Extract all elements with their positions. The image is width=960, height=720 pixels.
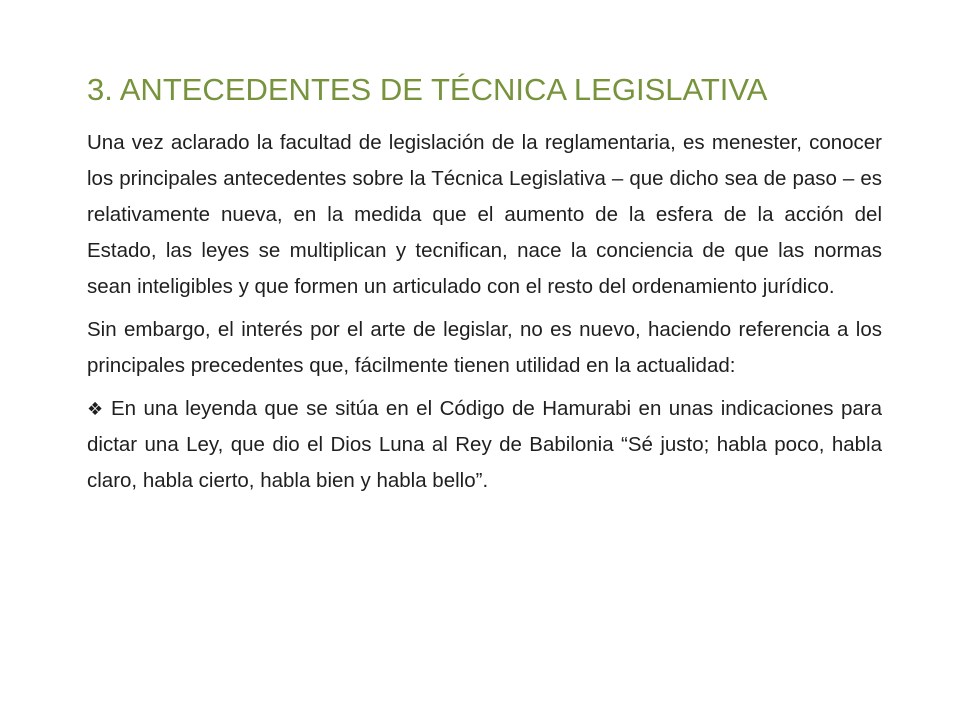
slide-title: 3. ANTECEDENTES DE TÉCNICA LEGISLATIVA: [87, 72, 768, 107]
slide-body: [87, 125, 882, 499]
bullet-text: En una leyenda que se sitúa en el Código de Hamurabi en unas indicaciones para dictar una Ley, que dio el Dios Luna al Rey de Babilonia “Sé justo; habla poco, habla claro, habla cierto, habla bien y habla bello”.: [87, 397, 882, 492]
diamond-bullet-icon: ❖: [87, 399, 104, 419]
paragraph-intro: Una vez aclarado la facultad de legislación de la reglamentaria, es menester, conocer los principales antecedentes sobre la Técnica Legislativa – que dicho sea de paso – es relativamente nueva, en la medida que el aumento de la esfera de la acción del Estado, las leyes se multiplican y tecnifican, nace la conciencia de que las normas sean inteligibles y que formen un articulado con el resto del ordenamiento jurídico.: [87, 131, 882, 298]
bullet-item: [87, 391, 882, 499]
paragraph-precedents: Sin embargo, el interés por el arte de legislar, no es nuevo, haciendo referencia a los principales precedentes que, fácilmente tienen utilidad en la actualidad:: [87, 318, 882, 377]
